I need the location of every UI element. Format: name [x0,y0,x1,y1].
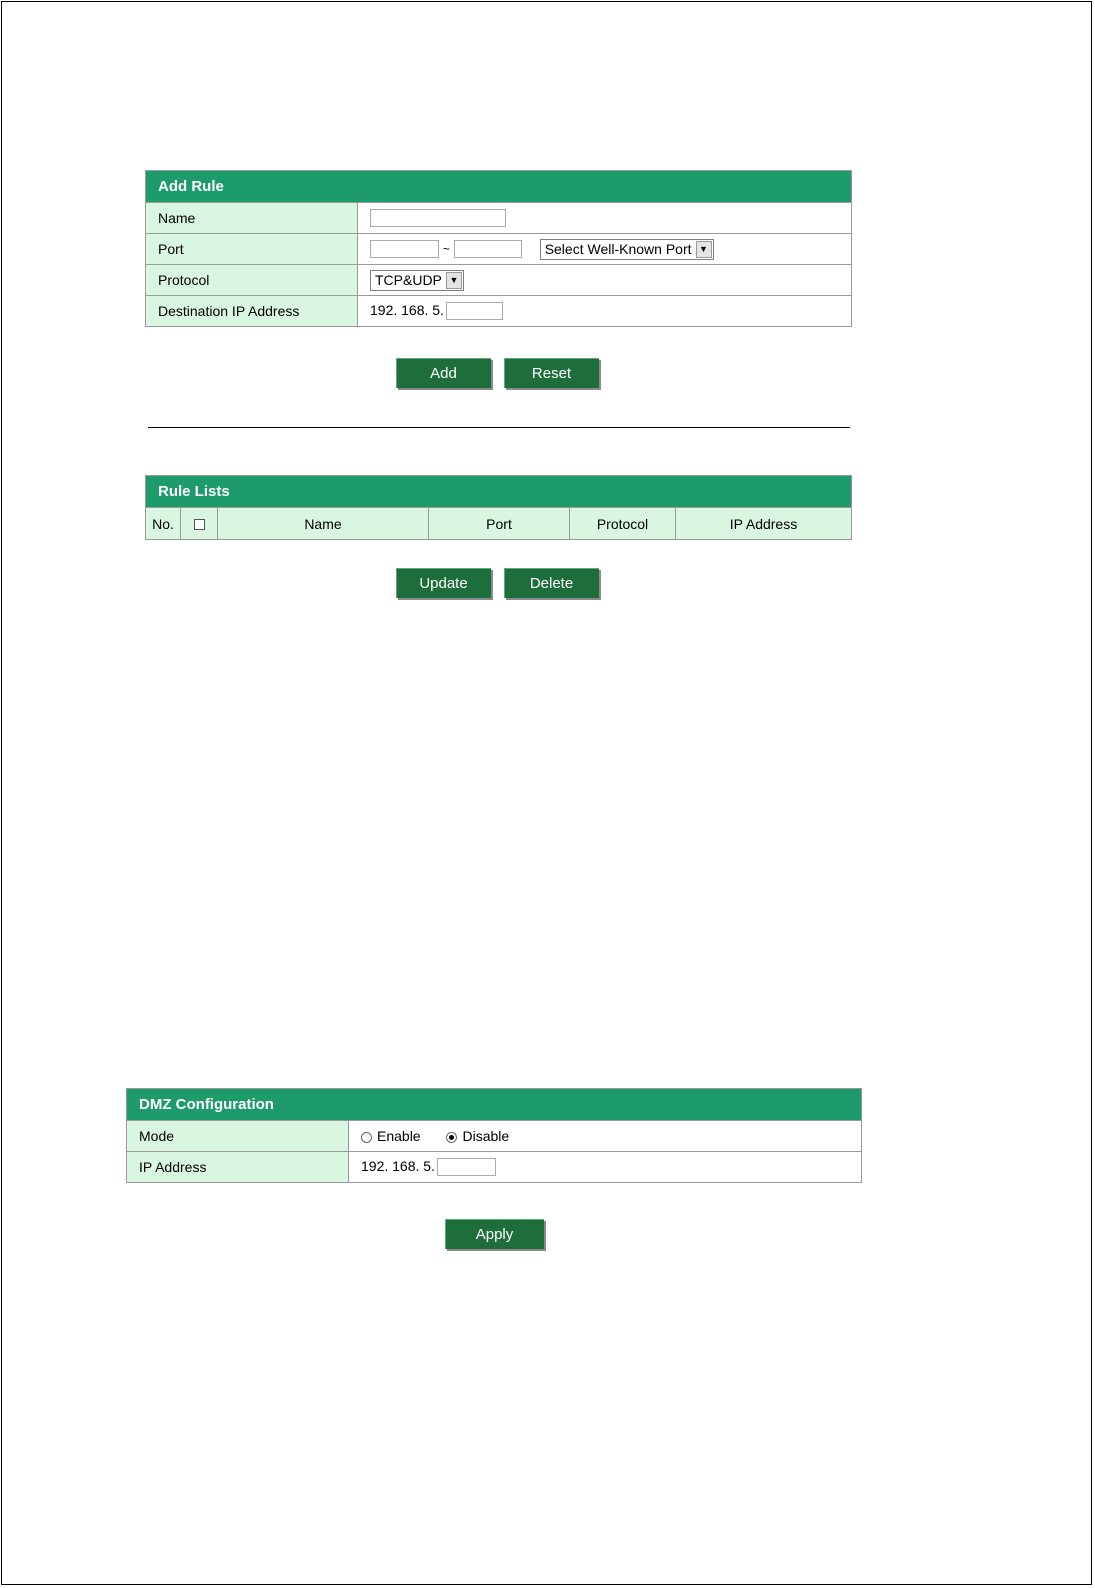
dest-ip-cell [358,296,852,327]
col-name: Name [218,508,429,540]
dest-ip-label: Destination IP Address [146,296,358,327]
dmz-panel [126,1088,862,1183]
chevron-down-icon: ▼ [696,241,712,258]
port-from-input[interactable] [370,240,439,258]
mode-disable-label: Disable [462,1128,510,1144]
name-label: Name [146,203,358,234]
col-select-all [181,508,218,540]
dmz-title: DMZ Configuration [127,1089,862,1121]
mode-label: Mode [127,1121,349,1152]
rule-lists-header-row [146,508,852,540]
name-cell [358,203,852,234]
protocol-select[interactable] [370,270,464,291]
dmz-ip-last-octet-input[interactable] [437,1158,496,1176]
port-separator: ~ [442,241,450,256]
col-protocol: Protocol [570,508,676,540]
update-button[interactable]: Update [396,568,491,598]
col-ip-address: IP Address [676,508,852,540]
add-rule-title: Add Rule [146,171,852,203]
add-rule-panel [145,170,852,327]
delete-button[interactable]: Delete [504,568,599,598]
apply-button[interactable]: Apply [445,1219,544,1249]
rule-lists-panel [145,475,852,540]
rule-lists-title: Rule Lists [146,476,852,508]
protocol-select-value: TCP&UDP [375,272,442,288]
select-all-checkbox[interactable] [194,519,205,530]
col-no: No. [146,508,181,540]
dmz-ip-label: IP Address [127,1152,349,1183]
mode-enable-radio[interactable] [361,1132,372,1143]
section-divider [148,427,850,428]
chevron-down-icon: ▼ [446,272,462,289]
well-known-port-select-value: Select Well-Known Port [544,241,692,257]
reset-button[interactable]: Reset [504,358,599,388]
mode-cell [349,1121,862,1152]
port-to-input[interactable] [454,240,522,258]
mode-enable-label: Enable [377,1128,421,1144]
dest-ip-last-octet-input[interactable] [446,302,503,320]
dest-ip-prefix: 192. 168. 5. [370,301,444,318]
port-label: Port [146,234,358,265]
dmz-ip-cell [349,1152,862,1183]
protocol-cell [358,265,852,296]
port-cell [358,234,852,265]
name-input[interactable] [370,209,506,227]
add-button[interactable]: Add [396,358,491,388]
col-port: Port [429,508,570,540]
well-known-port-select[interactable] [540,239,714,260]
mode-disable-radio[interactable] [446,1132,457,1143]
dmz-ip-prefix: 192. 168. 5. [361,1157,435,1174]
protocol-label: Protocol [146,265,358,296]
